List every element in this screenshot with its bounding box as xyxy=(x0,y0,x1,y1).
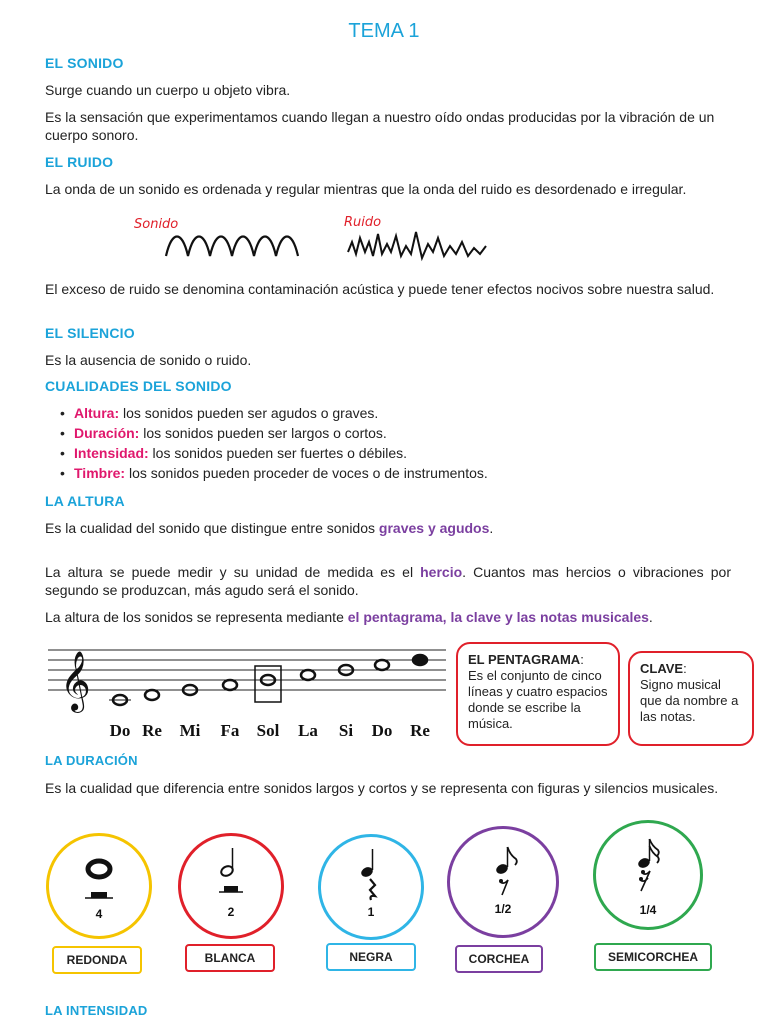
note-head xyxy=(413,655,427,665)
figure-circle xyxy=(447,826,559,938)
quarter-rest-icon xyxy=(370,879,375,900)
heading-duracion: LA DURACIÓN xyxy=(45,753,138,768)
note-name: Mi xyxy=(179,721,201,740)
figure-blanca xyxy=(178,833,284,939)
heading-cualidades: CUALIDADES DEL SONIDO xyxy=(45,378,232,394)
regular-wave xyxy=(166,237,298,257)
figure-semicorchea xyxy=(593,820,703,930)
label-redonda: REDONDA xyxy=(52,946,142,974)
note-name: Sol xyxy=(256,721,280,740)
half-note-icon xyxy=(181,836,281,936)
treble-clef-icon: 𝄞 xyxy=(60,651,91,711)
list-item-intensidad: • Intensidad: los sonidos pueden ser fuertes o débiles. xyxy=(60,445,408,461)
staff-drawing xyxy=(48,636,448,746)
clave-box: CLAVE: Signo musical que da nombre a las notas. xyxy=(628,651,754,746)
figure-circle xyxy=(178,833,284,939)
wave-drawing xyxy=(132,208,504,268)
altura-paragraph-3: La altura de los sonidos se representa mediante el pentagrama, la clave y las notas musicales. xyxy=(45,609,653,625)
figure-circle xyxy=(593,820,703,930)
altura-paragraph-2: La altura se puede medir y su unidad de medida es el hercio. Cuantos mas hercios o vibraciones por segundo se produzcan, más agudo será el sonido. xyxy=(45,564,731,598)
heading-silencio: EL SILENCIO xyxy=(45,325,135,341)
clave-text: Signo musical que da nombre a las notas. xyxy=(640,677,739,724)
page-title: TEMA 1 xyxy=(348,20,420,42)
pentagrama-box: EL PENTAGRAMA: Es el conjunto de cinco líneas y cuatro espacios donde se escribe la música. xyxy=(456,642,620,746)
figure-negra xyxy=(318,834,424,940)
note-head xyxy=(301,670,315,680)
pentagrama-text: Es el conjunto de cinco líneas y cuatro espacios donde se escribe la música. xyxy=(468,668,608,731)
irregular-wave xyxy=(348,232,486,258)
note-name: Fa xyxy=(220,721,240,740)
eighth-note-icon xyxy=(450,829,556,935)
pentagrama-title: EL PENTAGRAMA xyxy=(468,652,581,667)
note-name: Si xyxy=(338,721,354,740)
note-name: Re xyxy=(142,721,162,740)
figure-circle xyxy=(46,833,152,939)
heading-altura: LA ALTURA xyxy=(45,493,125,509)
staff-illustration xyxy=(48,636,448,746)
note-head xyxy=(145,690,159,700)
whole-note-icon xyxy=(49,836,149,936)
list-item-timbre: • Timbre: los sonidos pueden proceder de voces o de instrumentos. xyxy=(60,465,488,481)
figure-corchea xyxy=(447,826,559,938)
note-names xyxy=(110,721,431,740)
note-name: La xyxy=(298,721,318,740)
note-head xyxy=(223,680,237,690)
note-name: Do xyxy=(109,721,131,740)
altura-paragraph-1: Es la cualidad del sonido que distingue entre sonidos graves y agudos. xyxy=(45,520,494,536)
figure-value: 1/4 xyxy=(639,903,657,917)
clave-title: CLAVE xyxy=(640,661,684,676)
figure-circle xyxy=(318,834,424,940)
silencio-paragraph: Es la ausencia de sonido o ruido. xyxy=(45,352,252,368)
sonido-paragraph-2: Es la sensación que experimentamos cuando llegan a nuestro oído ondas producidas por la vibración de un cuerpo sonoro. xyxy=(45,109,715,143)
label-negra: NEGRA xyxy=(326,943,416,971)
figure-value: 2 xyxy=(227,905,235,919)
note-name: Do xyxy=(371,721,393,740)
figure-value: 1/2 xyxy=(494,902,512,916)
wave-ruido-label: Ruido xyxy=(344,215,382,230)
list-item-altura: • Altura: los sonidos pueden ser agudos o graves. xyxy=(60,405,379,421)
wave-illustration xyxy=(132,208,504,268)
label-corchea: CORCHEA xyxy=(455,945,543,973)
ruido-paragraph-2: El exceso de ruido se denomina contaminación acústica y puede tener efectos nocivos sobre nuestra salud. xyxy=(45,281,715,297)
wave-sonido-label: Sonido xyxy=(134,217,179,232)
label-semicorchea: SEMICORCHEA xyxy=(594,943,712,971)
figure-value: 1 xyxy=(367,905,375,919)
heading-sonido: EL SONIDO xyxy=(45,55,124,71)
heading-intensidad: LA INTENSIDAD xyxy=(45,1003,148,1018)
list-item-duracion: • Duración: los sonidos pueden ser largos o cortos. xyxy=(60,425,387,441)
note-name: Re xyxy=(410,721,430,740)
sixteenth-note-icon xyxy=(596,823,700,927)
quarter-note-icon xyxy=(321,837,421,937)
duracion-paragraph: Es la cualidad que diferencia entre sonidos largos y cortos y se representa con figuras y silencios musicales. xyxy=(45,780,719,796)
note-head xyxy=(375,660,389,670)
heading-ruido: EL RUIDO xyxy=(45,154,114,170)
figure-value: 4 xyxy=(95,907,103,921)
sonido-paragraph-1: Surge cuando un cuerpo u objeto vibra. xyxy=(45,82,291,98)
ruido-paragraph-1: La onda de un sonido es ordenada y regular mientras que la onda del ruido es desordenado e irregular. xyxy=(45,181,687,197)
figure-redonda xyxy=(46,833,152,939)
label-blanca: BLANCA xyxy=(185,944,275,972)
